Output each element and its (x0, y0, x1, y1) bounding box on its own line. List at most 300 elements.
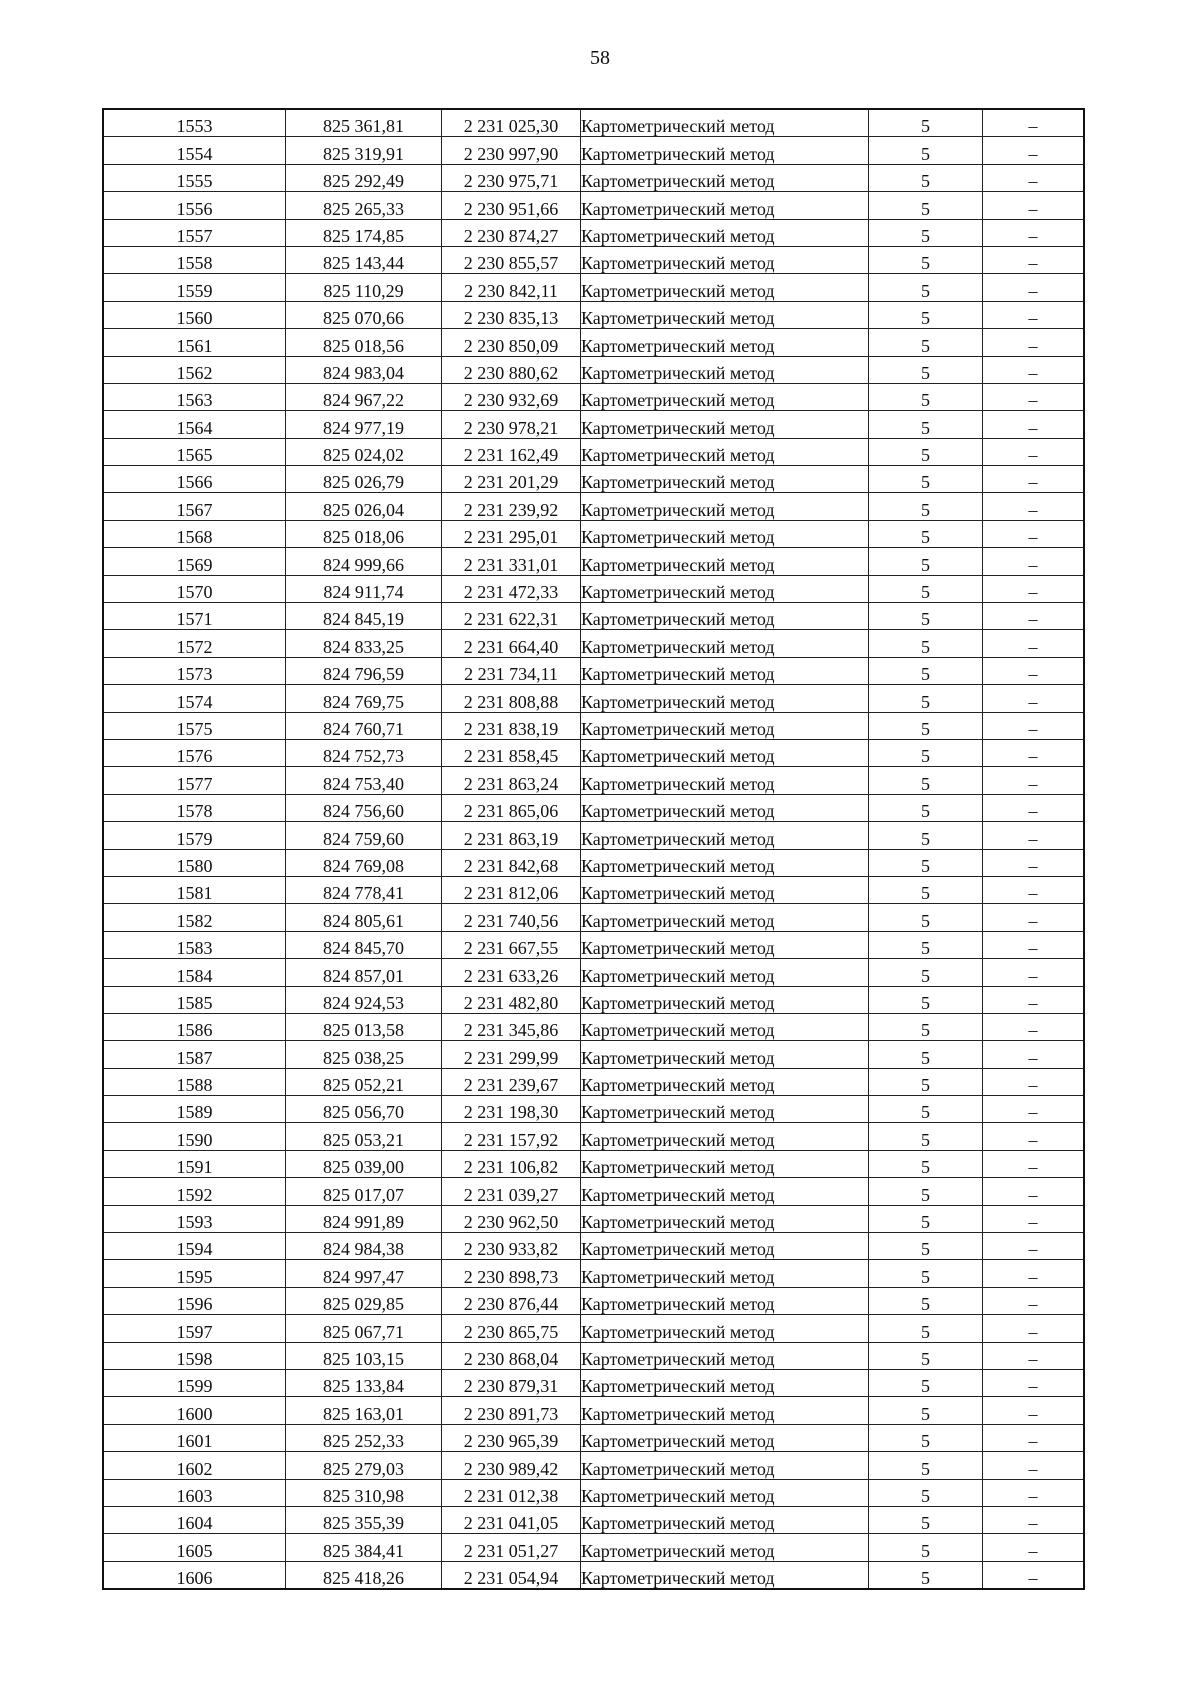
y-coordinate-cell: 2 231 838,19 (442, 712, 581, 739)
point-number-cell: 1603 (103, 1479, 286, 1506)
y-coordinate-cell: 2 230 932,69 (442, 383, 581, 410)
x-coordinate-cell: 824 753,40 (286, 767, 442, 794)
description-cell: – (983, 959, 1085, 986)
y-coordinate-cell: 2 230 965,39 (442, 1424, 581, 1451)
y-coordinate-cell: 2 230 951,66 (442, 192, 581, 219)
method-cell: Картометрический метод (581, 329, 869, 356)
x-coordinate-cell: 825 174,85 (286, 219, 442, 246)
method-cell: Картометрический метод (581, 685, 869, 712)
accuracy-cell: 5 (869, 329, 983, 356)
accuracy-cell: 5 (869, 411, 983, 438)
description-cell: – (983, 739, 1085, 766)
accuracy-cell: 5 (869, 493, 983, 520)
x-coordinate-cell: 824 983,04 (286, 356, 442, 383)
point-number-cell: 1557 (103, 219, 286, 246)
method-cell: Картометрический метод (581, 1013, 869, 1040)
accuracy-cell: 5 (869, 1452, 983, 1479)
table-row (103, 466, 1084, 493)
table-row (103, 739, 1084, 766)
y-coordinate-cell: 2 231 734,11 (442, 657, 581, 684)
y-coordinate-cell: 2 230 962,50 (442, 1205, 581, 1232)
y-coordinate-cell: 2 230 865,75 (442, 1315, 581, 1342)
description-cell: – (983, 767, 1085, 794)
table-row (103, 520, 1084, 547)
y-coordinate-cell: 2 230 975,71 (442, 164, 581, 191)
point-number-cell: 1604 (103, 1506, 286, 1533)
accuracy-cell: 5 (869, 1068, 983, 1095)
method-cell: Картометрический метод (581, 1068, 869, 1095)
point-number-cell: 1597 (103, 1315, 286, 1342)
table-row (103, 657, 1084, 684)
point-number-cell: 1606 (103, 1561, 286, 1589)
table-row (103, 1315, 1084, 1342)
x-coordinate-cell: 825 110,29 (286, 274, 442, 301)
x-coordinate-cell: 825 133,84 (286, 1369, 442, 1396)
accuracy-cell: 5 (869, 301, 983, 328)
y-coordinate-cell: 2 231 041,05 (442, 1506, 581, 1533)
description-cell: – (983, 712, 1085, 739)
description-cell: – (983, 849, 1085, 876)
method-cell: Картометрический метод (581, 274, 869, 301)
x-coordinate-cell: 825 018,06 (286, 520, 442, 547)
accuracy-cell: 5 (869, 192, 983, 219)
y-coordinate-cell: 2 230 868,04 (442, 1342, 581, 1369)
accuracy-cell: 5 (869, 1260, 983, 1287)
page-number: 58 (590, 47, 610, 69)
table-row (103, 575, 1084, 602)
description-cell: – (983, 329, 1085, 356)
table-row (103, 411, 1084, 438)
point-number-cell: 1580 (103, 849, 286, 876)
table-row (103, 794, 1084, 821)
x-coordinate-cell: 825 013,58 (286, 1013, 442, 1040)
method-cell: Картометрический метод (581, 466, 869, 493)
y-coordinate-cell: 2 231 667,55 (442, 931, 581, 958)
method-cell: Картометрический метод (581, 931, 869, 958)
y-coordinate-cell: 2 230 997,90 (442, 137, 581, 164)
method-cell: Картометрический метод (581, 1287, 869, 1314)
table-row (103, 438, 1084, 465)
accuracy-cell: 5 (869, 1397, 983, 1424)
x-coordinate-cell: 825 355,39 (286, 1506, 442, 1533)
description-cell: – (983, 1452, 1085, 1479)
x-coordinate-cell: 825 143,44 (286, 246, 442, 273)
table-row (103, 1013, 1084, 1040)
method-cell: Картометрический метод (581, 712, 869, 739)
method-cell: Картометрический метод (581, 520, 869, 547)
y-coordinate-cell: 2 231 622,31 (442, 603, 581, 630)
point-number-cell: 1579 (103, 822, 286, 849)
accuracy-cell: 5 (869, 1205, 983, 1232)
y-coordinate-cell: 2 230 978,21 (442, 411, 581, 438)
table-row (103, 986, 1084, 1013)
y-coordinate-cell: 2 230 880,62 (442, 356, 581, 383)
x-coordinate-cell: 824 991,89 (286, 1205, 442, 1232)
x-coordinate-cell: 825 361,81 (286, 109, 442, 137)
y-coordinate-cell: 2 230 879,31 (442, 1369, 581, 1396)
x-coordinate-cell: 824 984,38 (286, 1233, 442, 1260)
table-row (103, 164, 1084, 191)
point-number-cell: 1558 (103, 246, 286, 273)
point-number-cell: 1590 (103, 1123, 286, 1150)
y-coordinate-cell: 2 231 331,01 (442, 548, 581, 575)
x-coordinate-cell: 824 845,19 (286, 603, 442, 630)
x-coordinate-cell: 825 310,98 (286, 1479, 442, 1506)
point-number-cell: 1598 (103, 1342, 286, 1369)
point-number-cell: 1593 (103, 1205, 286, 1232)
description-cell: – (983, 520, 1085, 547)
point-number-cell: 1574 (103, 685, 286, 712)
point-number-cell: 1592 (103, 1178, 286, 1205)
point-number-cell: 1553 (103, 109, 286, 137)
description-cell: – (983, 383, 1085, 410)
table-row (103, 849, 1084, 876)
y-coordinate-cell: 2 231 201,29 (442, 466, 581, 493)
method-cell: Картометрический метод (581, 1452, 869, 1479)
accuracy-cell: 5 (869, 137, 983, 164)
description-cell: – (983, 1233, 1085, 1260)
method-cell: Картометрический метод (581, 959, 869, 986)
x-coordinate-cell: 825 103,15 (286, 1342, 442, 1369)
x-coordinate-cell: 824 911,74 (286, 575, 442, 602)
description-cell: – (983, 1424, 1085, 1451)
x-coordinate-cell: 825 026,04 (286, 493, 442, 520)
table-row (103, 1479, 1084, 1506)
description-cell: – (983, 1123, 1085, 1150)
y-coordinate-cell: 2 231 863,24 (442, 767, 581, 794)
method-cell: Картометрический метод (581, 603, 869, 630)
description-cell: – (983, 301, 1085, 328)
x-coordinate-cell: 825 026,79 (286, 466, 442, 493)
description-cell: – (983, 794, 1085, 821)
point-number-cell: 1555 (103, 164, 286, 191)
y-coordinate-cell: 2 231 808,88 (442, 685, 581, 712)
description-cell: – (983, 1205, 1085, 1232)
point-number-cell: 1562 (103, 356, 286, 383)
y-coordinate-cell: 2 231 039,27 (442, 1178, 581, 1205)
description-cell: – (983, 466, 1085, 493)
y-coordinate-cell: 2 231 858,45 (442, 739, 581, 766)
coordinates-table (102, 108, 1085, 1590)
table-row (103, 383, 1084, 410)
point-number-cell: 1572 (103, 630, 286, 657)
method-cell: Картометрический метод (581, 986, 869, 1013)
description-cell: – (983, 548, 1085, 575)
y-coordinate-cell: 2 231 239,92 (442, 493, 581, 520)
method-cell: Картометрический метод (581, 1561, 869, 1589)
description-cell: – (983, 1479, 1085, 1506)
accuracy-cell: 5 (869, 876, 983, 903)
x-coordinate-cell: 824 759,60 (286, 822, 442, 849)
point-number-cell: 1565 (103, 438, 286, 465)
point-number-cell: 1595 (103, 1260, 286, 1287)
description-cell: – (983, 685, 1085, 712)
point-number-cell: 1564 (103, 411, 286, 438)
table-row (103, 767, 1084, 794)
accuracy-cell: 5 (869, 657, 983, 684)
accuracy-cell: 5 (869, 794, 983, 821)
method-cell: Картометрический метод (581, 822, 869, 849)
method-cell: Картометрический метод (581, 876, 869, 903)
x-coordinate-cell: 824 845,70 (286, 931, 442, 958)
point-number-cell: 1569 (103, 548, 286, 575)
accuracy-cell: 5 (869, 109, 983, 137)
accuracy-cell: 5 (869, 1233, 983, 1260)
description-cell: – (983, 931, 1085, 958)
y-coordinate-cell: 2 231 299,99 (442, 1041, 581, 1068)
table-row (103, 1233, 1084, 1260)
point-number-cell: 1585 (103, 986, 286, 1013)
point-number-cell: 1563 (103, 383, 286, 410)
x-coordinate-cell: 825 053,21 (286, 1123, 442, 1150)
method-cell: Картометрический метод (581, 1233, 869, 1260)
y-coordinate-cell: 2 231 740,56 (442, 904, 581, 931)
description-cell: – (983, 438, 1085, 465)
method-cell: Картометрический метод (581, 1424, 869, 1451)
point-number-cell: 1566 (103, 466, 286, 493)
accuracy-cell: 5 (869, 466, 983, 493)
description-cell: – (983, 109, 1085, 137)
table-row (103, 1369, 1084, 1396)
accuracy-cell: 5 (869, 849, 983, 876)
table-row (103, 904, 1084, 931)
table-row (103, 603, 1084, 630)
x-coordinate-cell: 825 070,66 (286, 301, 442, 328)
y-coordinate-cell: 2 231 051,27 (442, 1534, 581, 1561)
accuracy-cell: 5 (869, 356, 983, 383)
method-cell: Картометрический метод (581, 739, 869, 766)
y-coordinate-cell: 2 230 835,13 (442, 301, 581, 328)
x-coordinate-cell: 824 997,47 (286, 1260, 442, 1287)
y-coordinate-cell: 2 231 863,19 (442, 822, 581, 849)
description-cell: – (983, 1534, 1085, 1561)
table-row (103, 1178, 1084, 1205)
point-number-cell: 1561 (103, 329, 286, 356)
table-row (103, 109, 1084, 137)
x-coordinate-cell: 825 279,03 (286, 1452, 442, 1479)
table-row (103, 1123, 1084, 1150)
accuracy-cell: 5 (869, 548, 983, 575)
y-coordinate-cell: 2 231 865,06 (442, 794, 581, 821)
method-cell: Картометрический метод (581, 411, 869, 438)
description-cell: – (983, 1342, 1085, 1369)
accuracy-cell: 5 (869, 1342, 983, 1369)
table-row (103, 329, 1084, 356)
description-cell: – (983, 192, 1085, 219)
table-row (103, 1287, 1084, 1314)
point-number-cell: 1560 (103, 301, 286, 328)
point-number-cell: 1556 (103, 192, 286, 219)
point-number-cell: 1559 (103, 274, 286, 301)
description-cell: – (983, 219, 1085, 246)
y-coordinate-cell: 2 230 989,42 (442, 1452, 581, 1479)
method-cell: Картометрический метод (581, 1397, 869, 1424)
method-cell: Картометрический метод (581, 794, 869, 821)
y-coordinate-cell: 2 230 874,27 (442, 219, 581, 246)
x-coordinate-cell: 825 029,85 (286, 1287, 442, 1314)
accuracy-cell: 5 (869, 1424, 983, 1451)
description-cell: – (983, 411, 1085, 438)
point-number-cell: 1576 (103, 739, 286, 766)
accuracy-cell: 5 (869, 739, 983, 766)
table-row (103, 876, 1084, 903)
method-cell: Картометрический метод (581, 575, 869, 602)
point-number-cell: 1586 (103, 1013, 286, 1040)
point-number-cell: 1578 (103, 794, 286, 821)
accuracy-cell: 5 (869, 959, 983, 986)
accuracy-cell: 5 (869, 630, 983, 657)
y-coordinate-cell: 2 231 025,30 (442, 109, 581, 137)
table-row (103, 1561, 1084, 1589)
method-cell: Картометрический метод (581, 301, 869, 328)
method-cell: Картометрический метод (581, 1205, 869, 1232)
x-coordinate-cell: 825 252,33 (286, 1424, 442, 1451)
x-coordinate-cell: 825 024,02 (286, 438, 442, 465)
table-row (103, 246, 1084, 273)
x-coordinate-cell: 824 857,01 (286, 959, 442, 986)
accuracy-cell: 5 (869, 712, 983, 739)
y-coordinate-cell: 2 231 482,80 (442, 986, 581, 1013)
x-coordinate-cell: 825 384,41 (286, 1534, 442, 1561)
y-coordinate-cell: 2 230 876,44 (442, 1287, 581, 1314)
point-number-cell: 1588 (103, 1068, 286, 1095)
accuracy-cell: 5 (869, 1123, 983, 1150)
x-coordinate-cell: 824 756,60 (286, 794, 442, 821)
description-cell: – (983, 274, 1085, 301)
y-coordinate-cell: 2 230 898,73 (442, 1260, 581, 1287)
table-row (103, 1342, 1084, 1369)
method-cell: Картометрический метод (581, 1123, 869, 1150)
accuracy-cell: 5 (869, 1287, 983, 1314)
x-coordinate-cell: 824 752,73 (286, 739, 442, 766)
table-row (103, 630, 1084, 657)
method-cell: Картометрический метод (581, 383, 869, 410)
method-cell: Картометрический метод (581, 849, 869, 876)
method-cell: Картометрический метод (581, 904, 869, 931)
table-row (103, 301, 1084, 328)
table-row (103, 1424, 1084, 1451)
description-cell: – (983, 164, 1085, 191)
x-coordinate-cell: 825 056,70 (286, 1096, 442, 1123)
x-coordinate-cell: 825 319,91 (286, 137, 442, 164)
y-coordinate-cell: 2 231 054,94 (442, 1561, 581, 1589)
y-coordinate-cell: 2 231 633,26 (442, 959, 581, 986)
description-cell: – (983, 1178, 1085, 1205)
y-coordinate-cell: 2 230 855,57 (442, 246, 581, 273)
y-coordinate-cell: 2 231 664,40 (442, 630, 581, 657)
method-cell: Картометрический метод (581, 548, 869, 575)
table-row (103, 1452, 1084, 1479)
method-cell: Картометрический метод (581, 1534, 869, 1561)
y-coordinate-cell: 2 231 012,38 (442, 1479, 581, 1506)
method-cell: Картометрический метод (581, 1041, 869, 1068)
accuracy-cell: 5 (869, 164, 983, 191)
x-coordinate-cell: 825 039,00 (286, 1150, 442, 1177)
accuracy-cell: 5 (869, 1013, 983, 1040)
description-cell: – (983, 630, 1085, 657)
description-cell: – (983, 1287, 1085, 1314)
table-row (103, 137, 1084, 164)
x-coordinate-cell: 824 967,22 (286, 383, 442, 410)
description-cell: – (983, 1013, 1085, 1040)
x-coordinate-cell: 825 418,26 (286, 1561, 442, 1589)
method-cell: Картометрический метод (581, 164, 869, 191)
point-number-cell: 1567 (103, 493, 286, 520)
accuracy-cell: 5 (869, 1150, 983, 1177)
accuracy-cell: 5 (869, 986, 983, 1013)
accuracy-cell: 5 (869, 767, 983, 794)
point-number-cell: 1601 (103, 1424, 286, 1451)
description-cell: – (983, 1096, 1085, 1123)
point-number-cell: 1583 (103, 931, 286, 958)
accuracy-cell: 5 (869, 1534, 983, 1561)
y-coordinate-cell: 2 230 933,82 (442, 1233, 581, 1260)
point-number-cell: 1581 (103, 876, 286, 903)
description-cell: – (983, 1315, 1085, 1342)
description-cell: – (983, 1150, 1085, 1177)
table-row (103, 493, 1084, 520)
x-coordinate-cell: 825 017,07 (286, 1178, 442, 1205)
table-row (103, 1397, 1084, 1424)
x-coordinate-cell: 825 052,21 (286, 1068, 442, 1095)
description-cell: – (983, 356, 1085, 383)
point-number-cell: 1568 (103, 520, 286, 547)
x-coordinate-cell: 824 769,08 (286, 849, 442, 876)
table-row (103, 931, 1084, 958)
table-row (103, 959, 1084, 986)
method-cell: Картометрический метод (581, 1315, 869, 1342)
description-cell: – (983, 1561, 1085, 1589)
x-coordinate-cell: 824 778,41 (286, 876, 442, 903)
point-number-cell: 1589 (103, 1096, 286, 1123)
method-cell: Картометрический метод (581, 1479, 869, 1506)
description-cell: – (983, 1506, 1085, 1533)
x-coordinate-cell: 825 067,71 (286, 1315, 442, 1342)
method-cell: Картометрический метод (581, 1342, 869, 1369)
y-coordinate-cell: 2 231 239,67 (442, 1068, 581, 1095)
point-number-cell: 1584 (103, 959, 286, 986)
accuracy-cell: 5 (869, 383, 983, 410)
table-row (103, 548, 1084, 575)
x-coordinate-cell: 824 769,75 (286, 685, 442, 712)
y-coordinate-cell: 2 231 198,30 (442, 1096, 581, 1123)
point-number-cell: 1594 (103, 1233, 286, 1260)
x-coordinate-cell: 825 292,49 (286, 164, 442, 191)
y-coordinate-cell: 2 231 812,06 (442, 876, 581, 903)
method-cell: Картометрический метод (581, 1178, 869, 1205)
point-number-cell: 1587 (103, 1041, 286, 1068)
table-row (103, 274, 1084, 301)
accuracy-cell: 5 (869, 1369, 983, 1396)
x-coordinate-cell: 825 038,25 (286, 1041, 442, 1068)
accuracy-cell: 5 (869, 246, 983, 273)
coordinates-table-body (103, 109, 1084, 1589)
x-coordinate-cell: 824 805,61 (286, 904, 442, 931)
table-row (103, 1068, 1084, 1095)
accuracy-cell: 5 (869, 822, 983, 849)
method-cell: Картометрический метод (581, 767, 869, 794)
method-cell: Картометрический метод (581, 1150, 869, 1177)
table-row (103, 1534, 1084, 1561)
point-number-cell: 1573 (103, 657, 286, 684)
method-cell: Картометрический метод (581, 109, 869, 137)
description-cell: – (983, 904, 1085, 931)
accuracy-cell: 5 (869, 685, 983, 712)
point-number-cell: 1596 (103, 1287, 286, 1314)
table-row (103, 192, 1084, 219)
accuracy-cell: 5 (869, 1561, 983, 1589)
y-coordinate-cell: 2 231 106,82 (442, 1150, 581, 1177)
